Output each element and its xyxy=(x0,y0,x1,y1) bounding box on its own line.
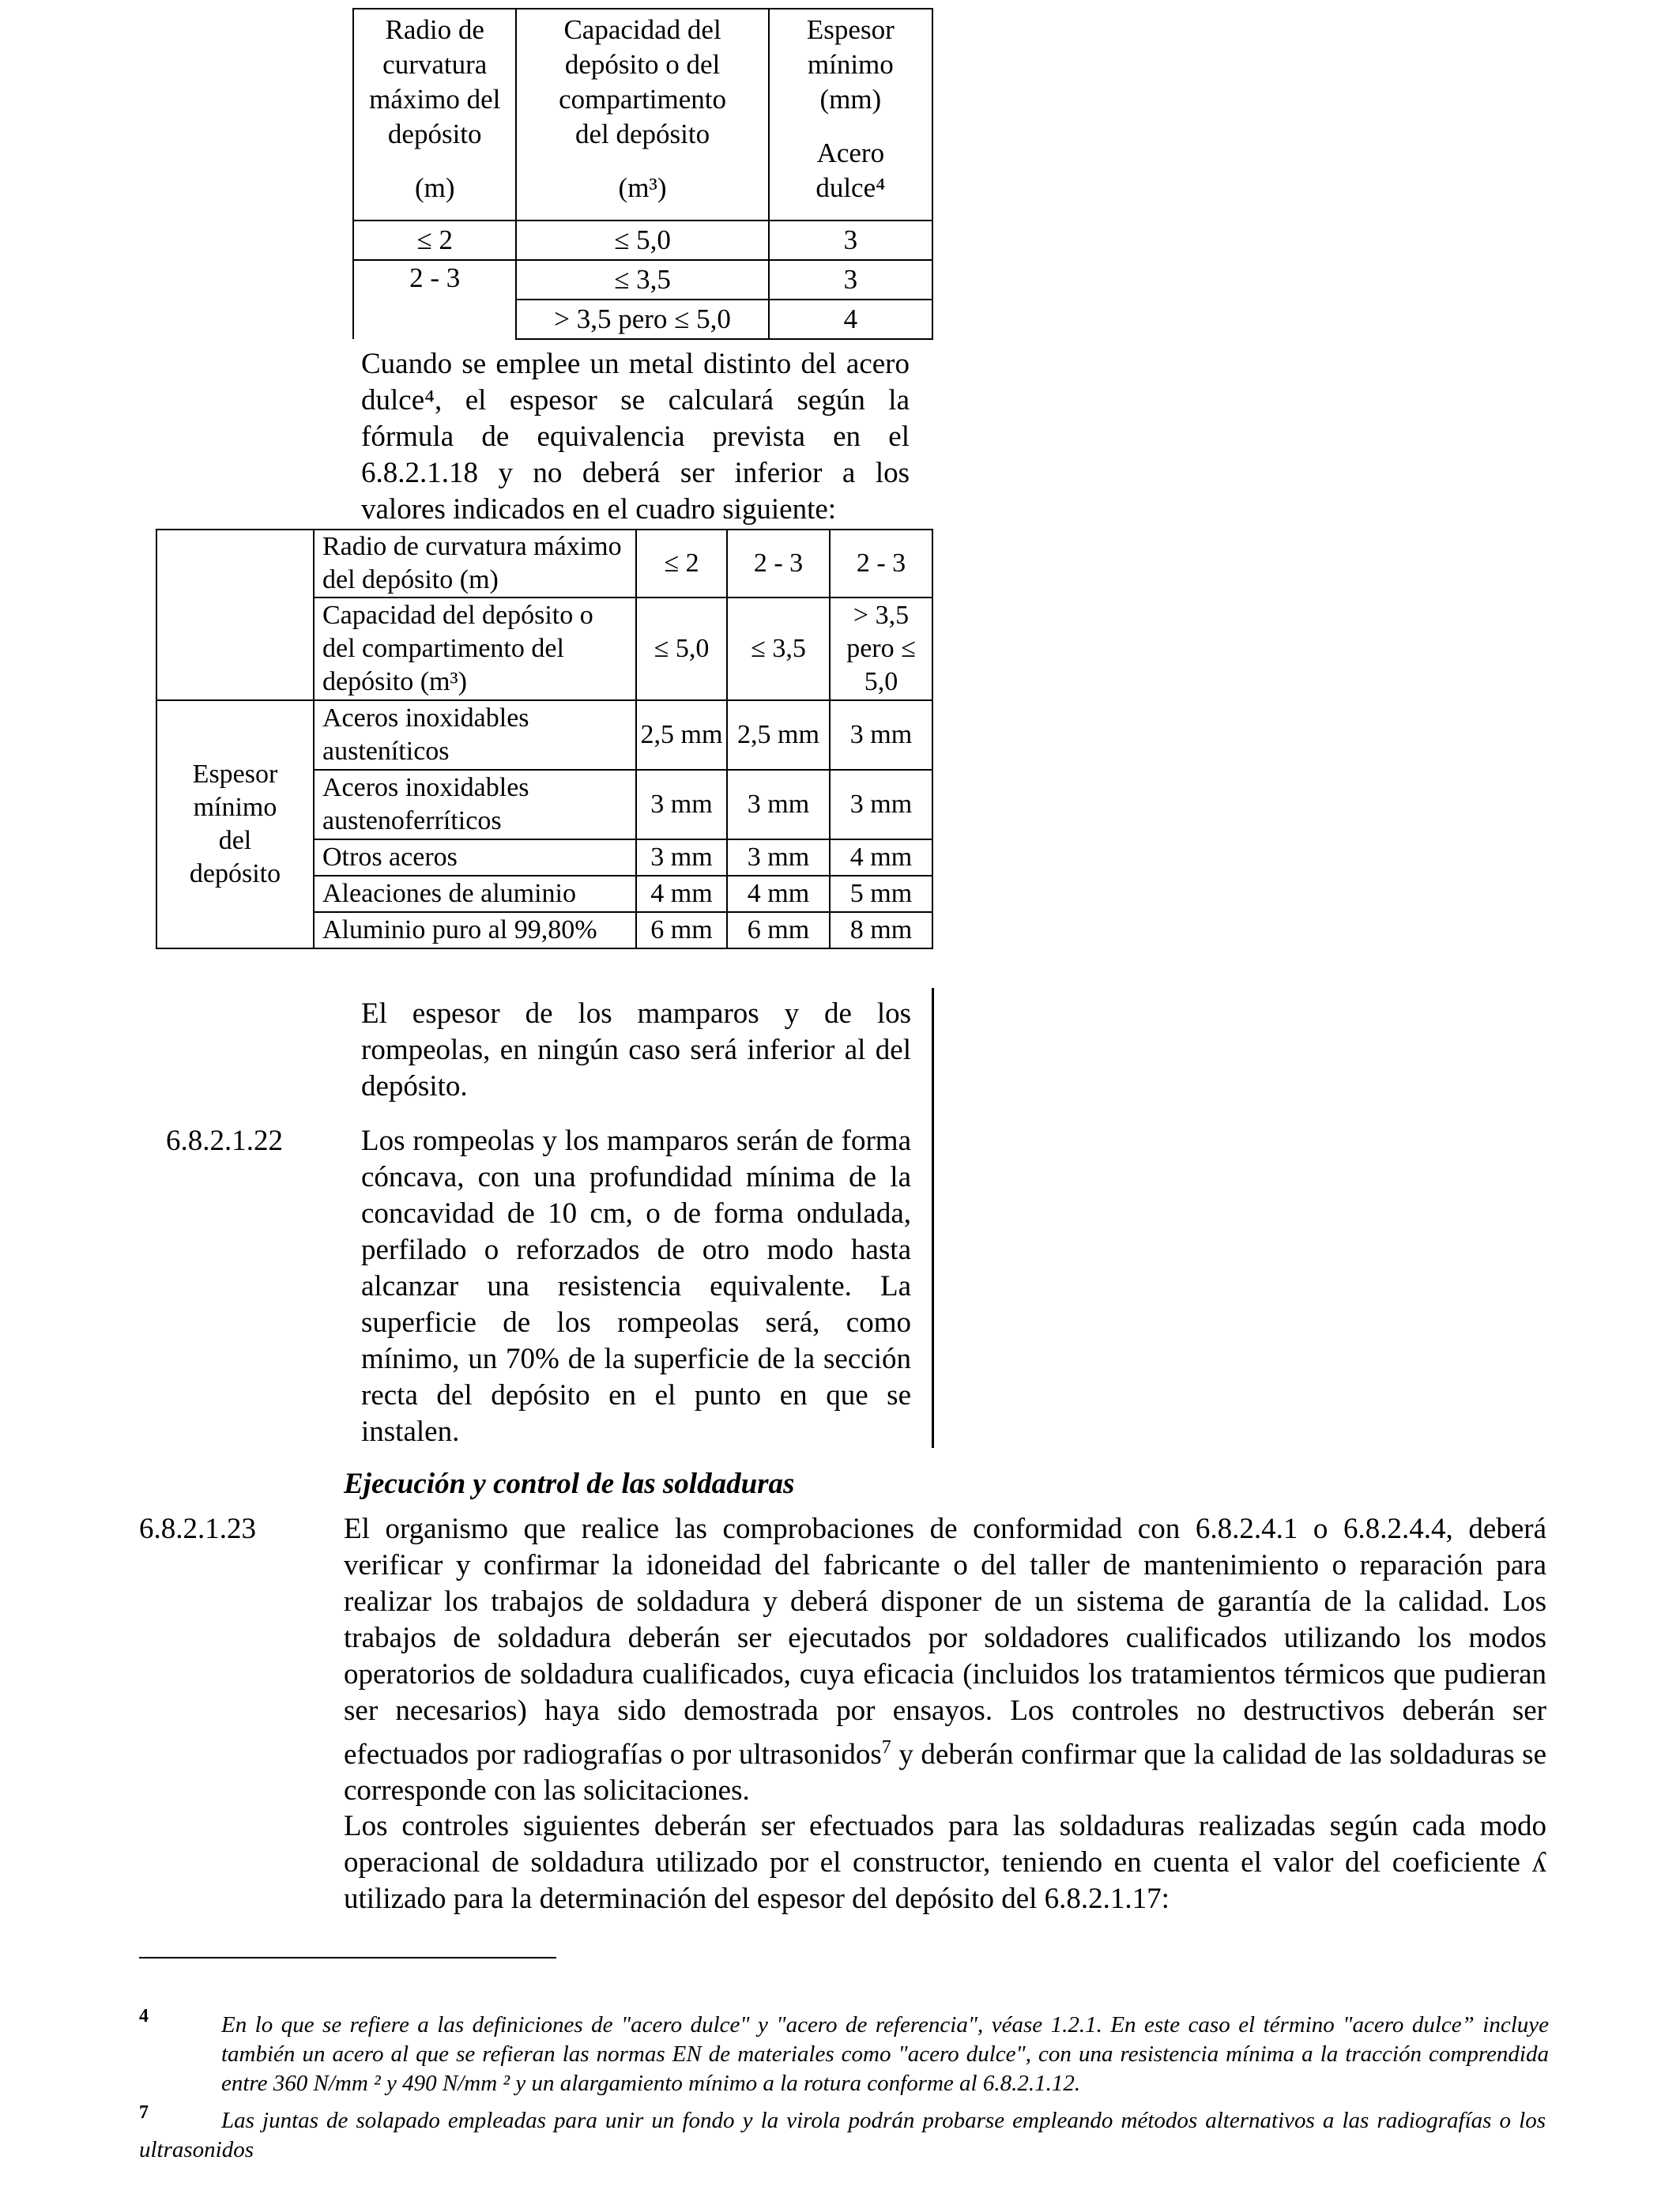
table-cell: 6 mm xyxy=(727,912,830,948)
change-bar xyxy=(932,988,934,1448)
table1-header-row xyxy=(353,9,932,221)
table-cell: 2 - 3 xyxy=(727,530,830,598)
table-min-thickness-mild-steel xyxy=(352,8,933,340)
table-cell: 4 mm xyxy=(636,876,727,912)
table-cell: Aluminio puro al 99,80% xyxy=(314,912,636,948)
table-cell: 2,5 mm xyxy=(636,700,727,770)
table-cell: 4 xyxy=(769,300,932,339)
table-cell: ≤ 3,5 xyxy=(727,598,830,700)
table-cell: Aceros inoxidables austeníticos xyxy=(314,700,636,770)
section-number-22: 6.8.2.1.22 xyxy=(166,1125,283,1157)
paragraph-other-metals: Cuando se emplee un metal distinto del acero dulce⁴, el espesor se calculará según la fórmula de equivalencia prevista en el 6.8.2.1.18 y no deberá ser inferior a los valores indicados en el cuadro siguiente: xyxy=(361,348,910,526)
table-cell: Otros aceros xyxy=(314,839,636,876)
footnote-7: Las juntas de solapado empleadas para unir un fondo y la virola podrán probarse empleando métodos alternativos a las radiografías o los ultrasonidos xyxy=(139,2108,1546,2162)
table-cell: 4 mm xyxy=(727,876,830,912)
table-cell: ≤ 5,0 xyxy=(516,221,768,260)
section-heading: Ejecución y control de las soldaduras xyxy=(344,1468,795,1500)
table-cell: 3 mm xyxy=(727,839,830,876)
table2-blank-cell xyxy=(156,530,314,700)
table-row xyxy=(156,530,932,598)
paragraph-bulkhead-thickness: El espesor de los mamparos y de los rompeolas, en ningún caso será inferior al del depósito. xyxy=(361,997,911,1103)
table-cell: 3 mm xyxy=(636,839,727,876)
table-cell: > 3,5 pero ≤ 5,0 xyxy=(830,598,932,700)
table-cell: Aceros inoxidables austenoferríticos xyxy=(314,770,636,839)
footnote-separator xyxy=(139,1957,556,1958)
table-cell: 2,5 mm xyxy=(727,700,830,770)
table-cell: ≤ 3,5 xyxy=(516,260,768,300)
table-cell: 2 - 3 xyxy=(830,530,932,598)
table-cell: 3 xyxy=(769,221,932,260)
table-cell: ≤ 2 xyxy=(353,221,516,260)
paragraph-baffles: Los rompeolas y los mamparos serán de forma cóncava, con una profundidad mínima de la concavidad de 10 cm, o de forma ondulada, perfilado o reforzados de otro modo hasta alcanzar una resistencia equivalente. La superficie de los rompeolas será, como mínimo, un 70% de la superficie de la sección recta del depósito en el punto en que se instalen. xyxy=(361,1125,911,1448)
table-cell: 5 mm xyxy=(830,876,932,912)
table1-header-radius: Radio de curvatura máximo del depósito (m) xyxy=(353,9,516,221)
table-row xyxy=(156,700,932,770)
table-cell: > 3,5 pero ≤ 5,0 xyxy=(516,300,768,339)
table2-header-radius: Radio de curvatura máximo del depósito (m) xyxy=(314,530,636,598)
paragraph-weld-control: El organismo que realice las comprobaciones de conformidad con 6.8.2.4.1 o 6.8.2.4.4, deberá verificar y confirmar la idoneidad del fabricante o del taller de mantenimiento o reparación para realizar los trabajos de soldadura y deberá disponer de un sistema de garantía de la calidad. Los trabajos de soldadura deberán ser ejecutados por soldadores cualificados utilizando los modos operatorios de soldadura cualificados, cuya eficacia (incluidos los tratamientos térmicos que pudieran ser necesarios) haya sido demostrada por ensayos. Los controles no destructivos deberán ser efectuados por radiografías o por ultrasonidos$^7$ y deberán confirmar que la calidad de las soldaduras se corresponde con las solicitaciones. xyxy=(344,1513,1547,1808)
paragraph-weld-tests: Los controles siguientes deberán ser efectuados para las soldaduras realizadas según cada modo operacional de soldadura utilizado por el constructor, teniendo en cuenta el valor del coeficiente ʎ utilizado para la determinación del espesor del depósito del 6.8.2.1.17: xyxy=(344,1810,1546,1915)
footnote-number-4: 4 xyxy=(139,2006,149,2026)
table-cell: 3 mm xyxy=(636,770,727,839)
table-cell: 3 mm xyxy=(830,770,932,839)
table1-header-capacity: Capacidad del depósito o del compartimento del depósito (m³) xyxy=(516,9,768,221)
table1-header-thickness: Espesor mínimo (mm) Acero dulce⁴ xyxy=(769,9,932,221)
table2-side-label: Espesor mínimo del depósito xyxy=(156,700,314,948)
table-cell: 4 mm xyxy=(830,839,932,876)
table-cell: ≤ 2 xyxy=(636,530,727,598)
table-row xyxy=(353,221,932,260)
table-cell: 3 xyxy=(769,260,932,300)
table-cell: 6 mm xyxy=(636,912,727,948)
table-cell: ≤ 5,0 xyxy=(636,598,727,700)
table-cell: 2 - 3 xyxy=(353,260,516,339)
footnote-ref-7: 7 xyxy=(881,1737,891,1758)
table-cell: 3 mm xyxy=(830,700,932,770)
table-cell: 8 mm xyxy=(830,912,932,948)
footnote-number-7: 7 xyxy=(139,2102,149,2123)
table-cell: 3 mm xyxy=(727,770,830,839)
table-row xyxy=(353,260,932,300)
table-cell: Aleaciones de aluminio xyxy=(314,876,636,912)
table-min-thickness-other-metals xyxy=(156,529,933,949)
section-number-23: 6.8.2.1.23 xyxy=(139,1513,256,1545)
footnote-4: En lo que se refiere a las definiciones de "acero dulce" y "acero de referencia", véase 1.2.1. En este caso el término "acero dulce” incluye también un acero al que se refieran las normas EN de materiales como "acero dulce", con una resistencia mínima a la tracción comprendida entre 360 N/mm ² y 490 N/mm ² y un alargamiento mínimo a la rotura conforme al 6.8.2.1.12. xyxy=(221,2012,1549,2096)
table2-header-capacity: Capacidad del depósito o del compartimento del depósito (m³) xyxy=(314,598,636,700)
